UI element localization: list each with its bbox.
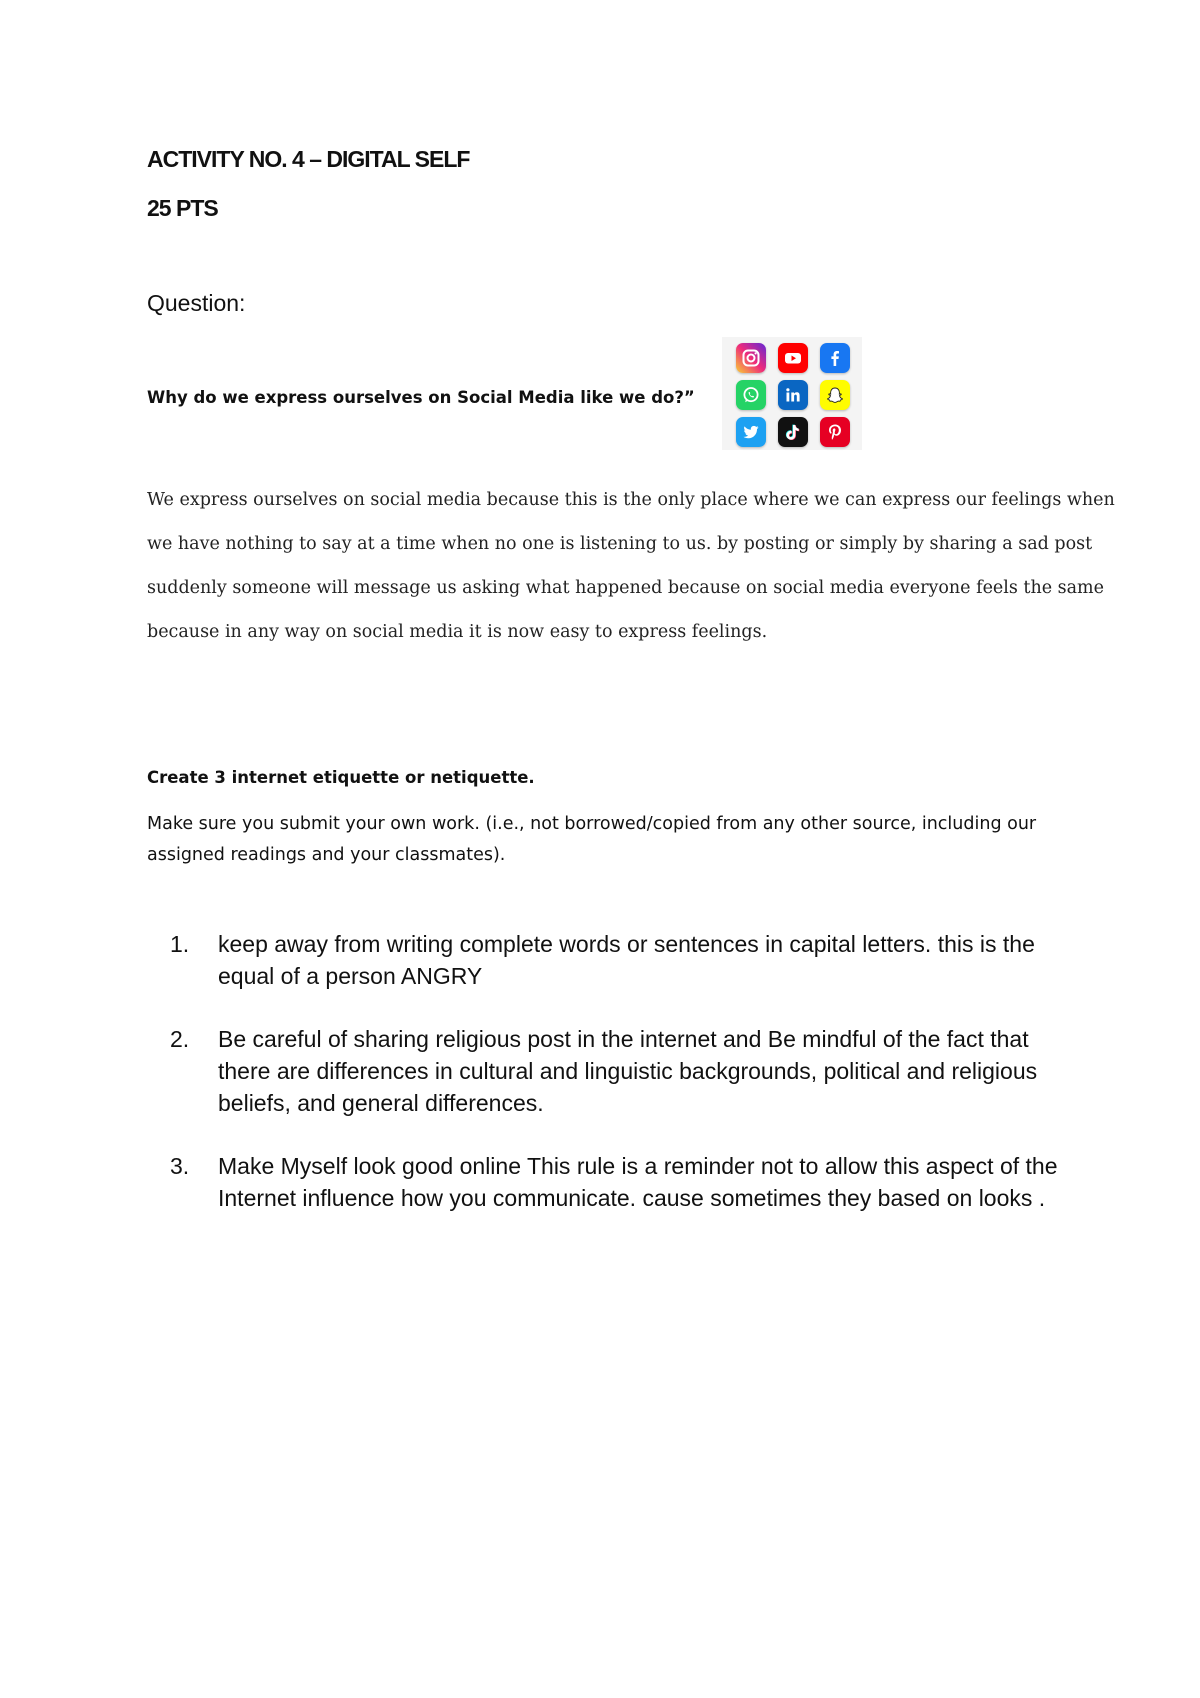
instructions-text: Make sure you submit your own work. (i.e., not borrowed/copied from any other source, including our assigned readings and your classmates).	[147, 814, 1037, 865]
activity-points: 25 PTS	[147, 195, 218, 221]
pinterest-icon	[820, 417, 850, 447]
list-item	[170, 1150, 1070, 1214]
social-media-icons-image	[722, 337, 862, 450]
list-item-text: Make Myself look good online This rule is a reminder not to allow this aspect of the Internet influence how you communicate. cause sometimes they based on looks .	[218, 1153, 1058, 1211]
netiquette-list	[170, 928, 1070, 1245]
etiquette-heading: Create 3 internet etiquette or netiquette.	[147, 768, 535, 787]
linkedin-icon	[778, 380, 808, 410]
list-item-number: 1.	[170, 931, 190, 957]
youtube-icon	[778, 343, 808, 373]
answer-paragraph	[147, 478, 1115, 654]
facebook-icon	[820, 343, 850, 373]
tiktok-icon	[778, 417, 808, 447]
answer-line: We express ourselves on social media because this is the only place where we can express our feelings when	[147, 490, 1115, 510]
question-text: Why do we express ourselves on Social Media like we do?”	[147, 388, 695, 407]
question-label: Question:	[147, 290, 246, 316]
activity-title: ACTIVITY NO. 4 – DIGITAL SELF	[147, 146, 470, 172]
list-item-text: keep away from writing complete words or sentences in capital letters. this is the equal of a person ANGRY	[218, 931, 1035, 989]
instagram-icon	[736, 343, 766, 373]
list-item-text: Be careful of sharing religious post in the internet and Be mindful of the fact that there are differences in cultural and linguistic backgrounds, political and religious beliefs, and general differences.	[218, 1026, 1038, 1116]
list-item	[170, 1023, 1070, 1119]
list-item	[170, 928, 1070, 992]
whatsapp-icon	[736, 380, 766, 410]
snapchat-icon	[820, 380, 850, 410]
answer-line: suddenly someone will message us asking what happened because on social media everyone feels the same	[147, 578, 1105, 598]
list-item-number: 3.	[170, 1153, 190, 1179]
answer-line: because in any way on social media it is now easy to express feelings.	[147, 622, 768, 642]
answer-line: we have nothing to say at a time when no one is listening to us. by posting or simply by sharing a sad post	[147, 534, 1093, 554]
list-item-number: 2.	[170, 1026, 190, 1052]
twitter-icon	[736, 417, 766, 447]
